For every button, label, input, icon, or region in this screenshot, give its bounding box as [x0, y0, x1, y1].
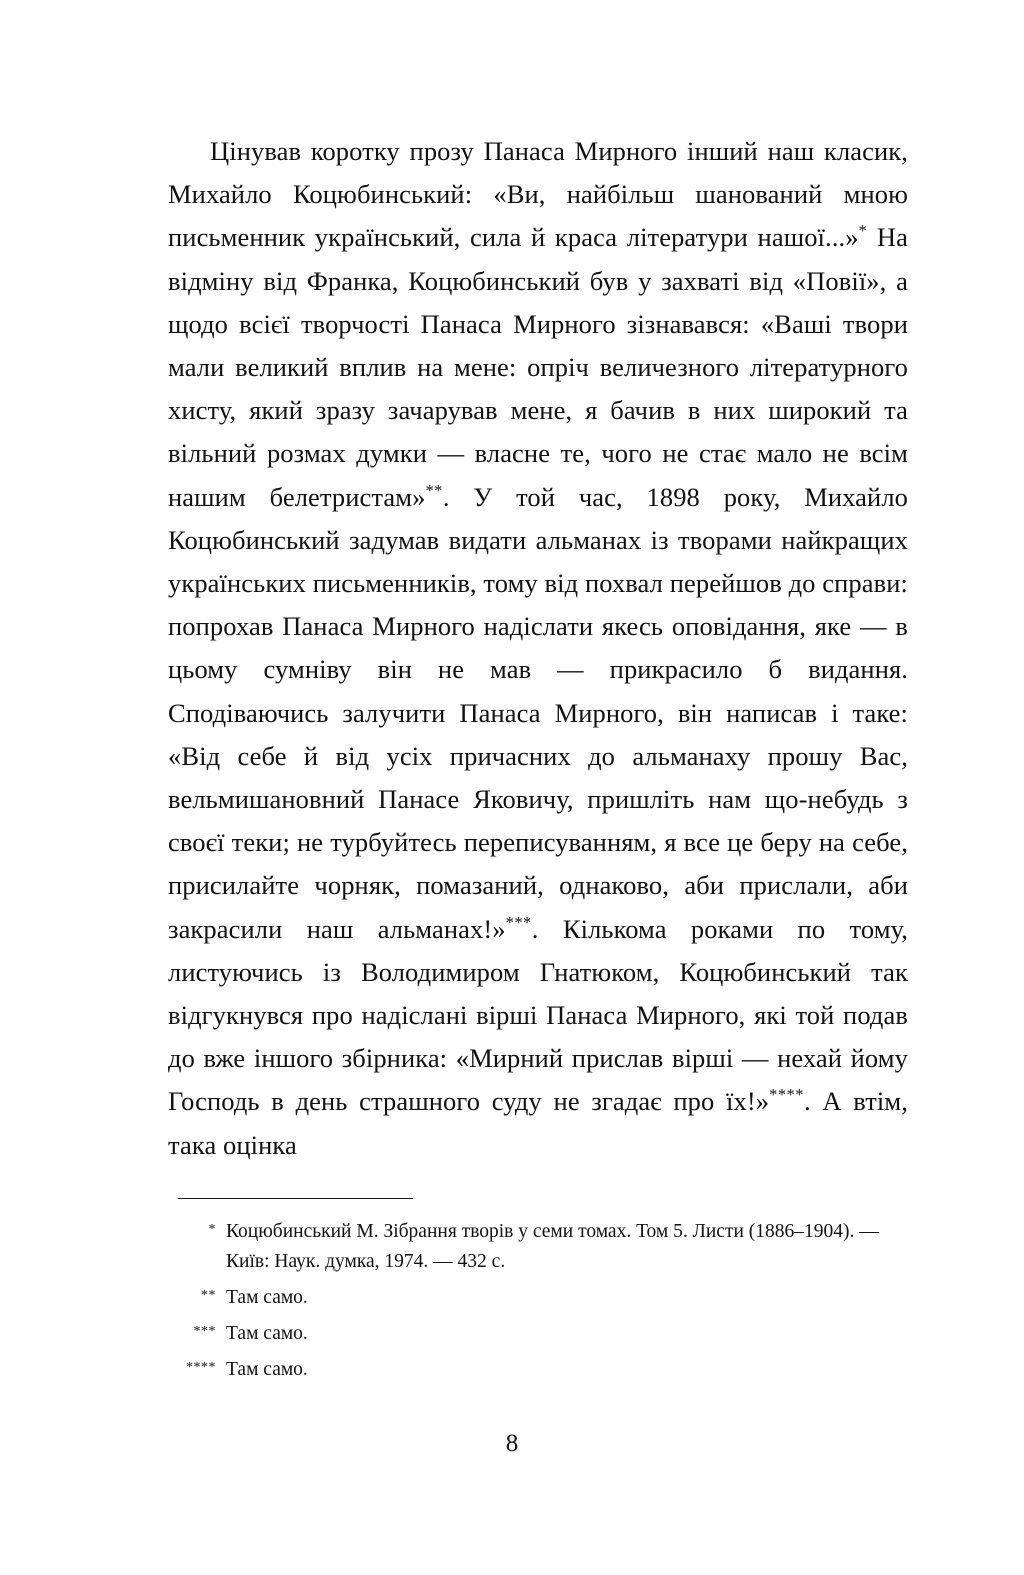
footnote-marker: ** [201, 1288, 216, 1303]
footnote-item [168, 1319, 908, 1349]
footnote-text: Коцюбинський М. Зібрання творів у семи томах. Том 5. Листи (1886–1904). — Київ: Наук. думка, 1974. — 432 с. [226, 1221, 879, 1272]
footnote-text: Там само. [226, 1359, 308, 1380]
footnote-marker: * [208, 1222, 216, 1237]
body-paragraph: Цінував коротку прозу Панаса Мирного інший наш класик, Михайло Коцюбинський: «Ви, найбільш шанований мною письменник український, сила й краса літератури нашої...»* На відміну від Франка, Коцюбинський був у захваті від «Повії», а щодо всієї творчості Панаса Мирного зізнавався: «Ваші твори мали великий вплив на мене: опріч величезного літературного хисту, який зразу зачарував мене, я бачив в них широкий та вільний розмах думки — власне те, чого не стає мало не всім нашим белетристам»**. У той час, 1898 року, Михайло Коцюбинський задумав видати альманах із творами найкращих українських письменників, тому від похвал перейшов до справи: попрохав Панаса Мирного надіслати якесь оповідання, яке — в цьому сумніву він не мав — прикрасило б видання. Сподіваючись залучити Панаса Мирного, він написав і таке: «Від себе й від усіх причасних до альманаху прошу Вас, вельмишановний Панасе Яковичу, пришліть нам що-небудь з своєї теки; не турбуйтесь переписуванням, я все це беру на себе, присилайте чорняк, помазаний, однаково, аби прислали, аби закрасили наш альманах!»***. Кількома роками по тому, листуючись із Володимиром Гнатюком, Коцюбинський так відгукнувся про надіслані вірші Панаса Мирного, які той подав до вже іншого збірника: «Мирний прислав вірші — нехай йому Господь в день страшного суду не згадає про їх!»****. А втім, така оцінка [168, 136, 908, 1160]
footnote-text: Там само. [226, 1323, 308, 1344]
footnote-text: Там само. [226, 1287, 308, 1308]
footnote-marker: *** [193, 1324, 216, 1339]
footnote-separator-rule [178, 1198, 413, 1199]
body-text-block [168, 130, 908, 1167]
footnote-item [168, 1283, 908, 1313]
page-number: 8 [505, 1430, 519, 1457]
footnotes-section [168, 1198, 908, 1391]
footnote-item [168, 1355, 908, 1385]
footnote-item [168, 1217, 908, 1277]
footnote-marker: **** [186, 1360, 216, 1375]
